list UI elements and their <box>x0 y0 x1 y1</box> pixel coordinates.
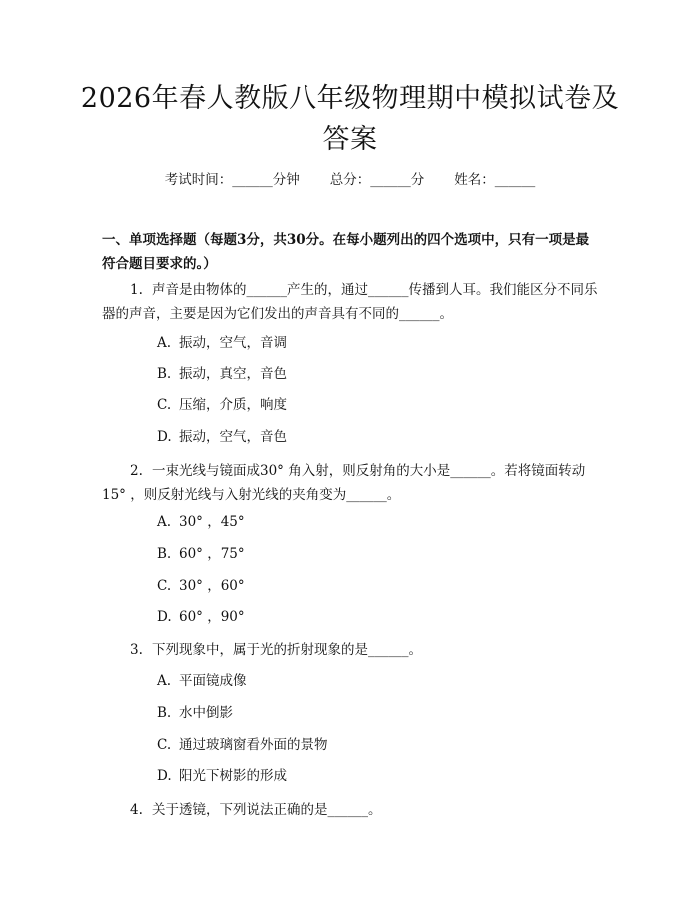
question-1-option-c: C. 压缩，介质，响度 <box>157 397 287 413</box>
total-score-field: 总分：______分 <box>329 172 425 188</box>
question-text: 一束光线与镜面成30° 角入射，则反射角的大小是______。若将镜面转动15° ，则反射光线与入射光线的夹角变为______。 <box>102 463 586 503</box>
question-1 <box>102 278 602 326</box>
question-number: 4. <box>130 802 143 818</box>
question-2-option-c: C. 30° ，60° <box>157 578 245 594</box>
question-text: 下列现象中，属于光的折射现象的是______。 <box>152 642 422 658</box>
question-3-option-b: B. 水中倒影 <box>157 705 233 721</box>
section-heading: 一、单项选择题（每题3分，共30分。在每小题列出的四个选项中，只有一项是最符合题目要求的。） <box>102 232 590 272</box>
student-name-field: 姓名：______ <box>454 172 536 188</box>
question-text: 声音是由物体的______产生的，通过______传播到人耳。我们能区分不同乐器的声音，主要是因为它们发出的声音具有不同的______。 <box>102 282 598 322</box>
exam-meta <box>0 168 700 188</box>
question-3-option-a: A. 平面镜成像 <box>157 673 247 689</box>
question-text: 关于透镜，下列说法正确的是______。 <box>152 802 382 818</box>
question-1-option-a: A. 振动，空气，音调 <box>157 335 287 351</box>
question-4 <box>102 798 602 822</box>
question-number: 1. <box>130 282 143 298</box>
question-1-option-d: D. 振动，空气，音色 <box>157 429 287 445</box>
question-number: 2. <box>130 463 143 479</box>
question-2 <box>102 459 602 507</box>
question-2-option-a: A. 30° ，45° <box>157 514 245 530</box>
exam-title: 2026年春人教版八年级物理期中模拟试卷及答案 <box>80 83 620 155</box>
question-3-option-d: D. 阳光下树影的形成 <box>157 768 287 784</box>
question-3 <box>102 638 602 662</box>
question-number: 3. <box>130 642 143 658</box>
question-2-option-b: B. 60° ，75° <box>157 546 245 562</box>
question-3-option-c: C. 通过玻璃窗看外面的景物 <box>157 737 328 753</box>
question-2-option-d: D. 60° ，90° <box>157 609 245 625</box>
question-1-option-b: B. 振动，真空，音色 <box>157 366 287 382</box>
exam-time-field: 考试时间：______分钟 <box>164 172 300 188</box>
